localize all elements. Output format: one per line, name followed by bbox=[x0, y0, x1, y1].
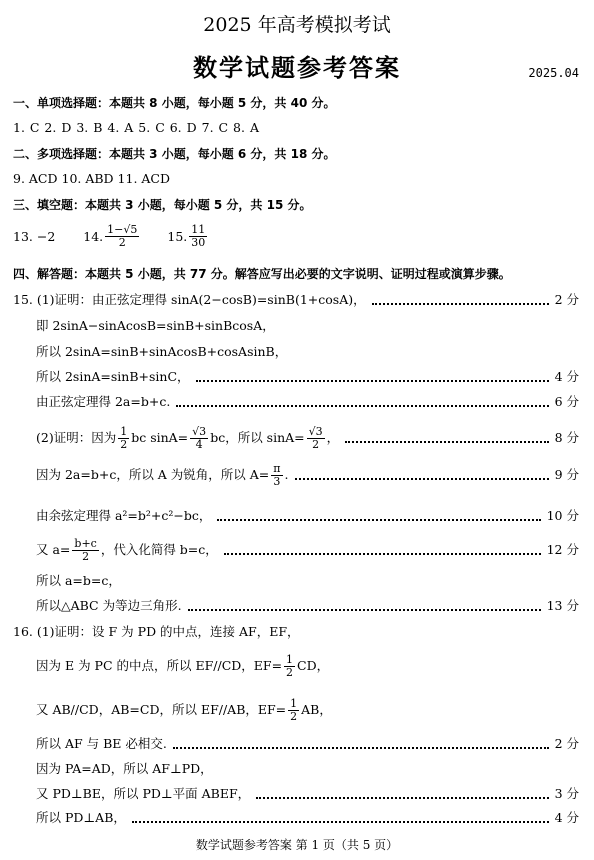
q14-label: 14. bbox=[83, 229, 104, 244]
q15-line-5 bbox=[36, 393, 579, 411]
dot-leader bbox=[295, 478, 549, 480]
fraction-half bbox=[284, 654, 295, 679]
q16-text-2b: CD， bbox=[297, 658, 330, 673]
q14-numerator: 1−√5 bbox=[107, 223, 138, 236]
score-mark: 6 分 bbox=[554, 394, 579, 409]
q16-line-1: 16. (1)证明：设 F 为 PD 的中点，连接 AF，EF， bbox=[13, 624, 300, 639]
fraction-numerator: √3 bbox=[192, 424, 207, 438]
dot-leader bbox=[132, 821, 549, 823]
q15-line-6 bbox=[36, 424, 579, 452]
score-mark: 4 分 bbox=[554, 369, 579, 384]
q15-line-8 bbox=[36, 507, 579, 525]
fraction-denominator: 2 bbox=[286, 665, 294, 679]
section-3-answers bbox=[13, 224, 209, 249]
score-mark: 2 分 bbox=[554, 736, 579, 751]
q15-text-5: 由正弦定理得 2a=b+c. bbox=[36, 394, 171, 409]
q15-text-7a: 因为 2a=b+c，所以 A 为锐角，所以 A= bbox=[36, 467, 270, 482]
score-mark: 9 分 bbox=[554, 467, 579, 482]
fraction-numerator: 1 bbox=[286, 652, 294, 666]
section-2-heading: 二、多项选择题：本题共 3 小题，每小题 6 分，共 18 分。 bbox=[13, 147, 336, 161]
fraction-denominator: 4 bbox=[195, 437, 203, 451]
dot-leader bbox=[345, 441, 548, 443]
fraction-numerator: b+c bbox=[74, 536, 97, 550]
q15-text-9a: 又 a= bbox=[36, 542, 71, 557]
score-mark: 2 分 bbox=[554, 292, 579, 307]
fraction-denominator: 2 bbox=[82, 549, 90, 563]
dot-leader bbox=[188, 609, 541, 611]
q16-text-3b: AB， bbox=[301, 702, 332, 717]
q15-text-4: 所以 2sinA=sinB+sinC， bbox=[36, 369, 190, 384]
section-3-heading: 三、填空题：本题共 3 小题，每小题 5 分，共 15 分。 bbox=[13, 198, 312, 212]
fraction-numerator: 1 bbox=[290, 696, 298, 710]
q16-line-7 bbox=[36, 809, 579, 827]
score-mark: 13 分 bbox=[546, 598, 579, 613]
q15-line-1 bbox=[13, 291, 579, 309]
q15-line-2: 即 2sinA−sinAcosB=sinB+sinBcosA， bbox=[36, 318, 275, 333]
section-1-answers: 1. C 2. D 3. B 4. A 5. C 6. D 7. C 8. A bbox=[13, 120, 259, 135]
q15-line-11 bbox=[36, 597, 579, 615]
fraction-denominator: 2 bbox=[120, 437, 128, 451]
dot-leader bbox=[217, 519, 540, 521]
dot-leader bbox=[372, 303, 549, 305]
score-mark: 4 分 bbox=[554, 810, 579, 825]
fraction-denominator: 2 bbox=[312, 437, 320, 451]
exam-title: 2025 年高考模拟考试 bbox=[203, 14, 391, 36]
q16-line-3 bbox=[36, 696, 579, 724]
score-mark: 3 分 bbox=[554, 786, 579, 801]
q16-text-4: 所以 AF 与 BE 必相交. bbox=[36, 736, 167, 751]
fraction-numerator: √3 bbox=[308, 424, 323, 438]
q16-text-7: 所以 PD⊥AB， bbox=[36, 810, 126, 825]
fraction-pi-3 bbox=[271, 463, 282, 488]
section-4-heading: 四、解答题：本题共 5 小题，共 77 分。解答应写出必要的文字说明、证明过程或演算步骤。 bbox=[13, 267, 511, 281]
q16-text-3a: 又 AB//CD，AB=CD，所以 EF//AB，EF= bbox=[36, 702, 287, 717]
q15-numerator: 11 bbox=[191, 223, 206, 236]
q15-text-6d: ， bbox=[326, 430, 340, 445]
q15-fraction bbox=[189, 224, 207, 249]
q15-line-3: 所以 2sinA=sinB+sinAcosB+cosAsinB， bbox=[36, 344, 288, 359]
q16-line-5: 因为 PA=AD，所以 AF⊥PD， bbox=[36, 761, 213, 776]
q15-line-7 bbox=[36, 461, 579, 489]
q16-line-4 bbox=[36, 735, 579, 753]
score-mark: 8 分 bbox=[554, 430, 579, 445]
fraction-sqrt3-4 bbox=[190, 426, 208, 451]
doc-title: 数学试题参考答案 bbox=[193, 53, 401, 82]
q16-text-2a: 因为 E 为 PC 的中点，所以 EF//CD，EF= bbox=[36, 658, 283, 673]
q15-line-9 bbox=[36, 536, 579, 564]
doc-date: 2025.04 bbox=[528, 66, 579, 80]
fraction-sqrt3-2 bbox=[307, 426, 325, 451]
q15-text-1: 15. (1)证明：由正弦定理得 sinA(2−cosB)=sinB(1+cosA)， bbox=[13, 292, 366, 307]
q15-text-11: 所以△ABC 为等边三角形. bbox=[36, 598, 182, 613]
section-1-heading: 一、单项选择题：本题共 8 小题，每小题 5 分，共 40 分。 bbox=[13, 96, 336, 110]
q15-text-7b: . bbox=[284, 467, 289, 482]
dot-leader bbox=[176, 405, 548, 407]
q15-text-6a: (2)证明：因为 bbox=[36, 430, 117, 445]
q16-line-2 bbox=[36, 652, 579, 680]
dot-leader bbox=[256, 797, 548, 799]
score-mark: 12 分 bbox=[546, 542, 579, 557]
section-2-answers: 9. ACD 10. ABD 11. ACD bbox=[13, 171, 171, 186]
fraction-half bbox=[288, 698, 299, 723]
dot-leader bbox=[173, 747, 549, 749]
fraction-numerator: 1 bbox=[120, 424, 128, 438]
q14-denominator: 2 bbox=[118, 236, 126, 249]
dot-leader bbox=[224, 553, 541, 555]
q13-answer: 13. −2 bbox=[13, 229, 56, 244]
q15-text-8: 由余弦定理得 a²=b²+c²−bc， bbox=[36, 508, 212, 523]
q16-line-6 bbox=[36, 785, 579, 803]
fraction-denominator: 2 bbox=[290, 709, 298, 723]
page-footer: 数学试题参考答案 第 1 页（共 5 页） bbox=[195, 838, 399, 852]
score-mark: 10 分 bbox=[546, 508, 579, 523]
q16-text-6: 又 PD⊥BE，所以 PD⊥平面 ABEF， bbox=[36, 786, 251, 801]
fraction-half bbox=[118, 426, 129, 451]
q15-text-6c: bc，所以 sinA= bbox=[210, 430, 305, 445]
q15-label: 15. bbox=[167, 229, 188, 244]
q15-line-10: 所以 a=b=c， bbox=[36, 573, 121, 588]
q15-line-4 bbox=[36, 368, 579, 386]
q14-fraction bbox=[105, 224, 139, 249]
fraction-denominator: 3 bbox=[273, 474, 281, 488]
dot-leader bbox=[196, 380, 549, 382]
q15-text-9b: ，代入化简得 b=c， bbox=[100, 542, 218, 557]
fraction-numerator: π bbox=[273, 461, 281, 475]
q15-denominator: 30 bbox=[191, 236, 206, 249]
q15-text-6b: bc sinA= bbox=[131, 430, 189, 445]
fraction-bc-2 bbox=[72, 538, 98, 563]
